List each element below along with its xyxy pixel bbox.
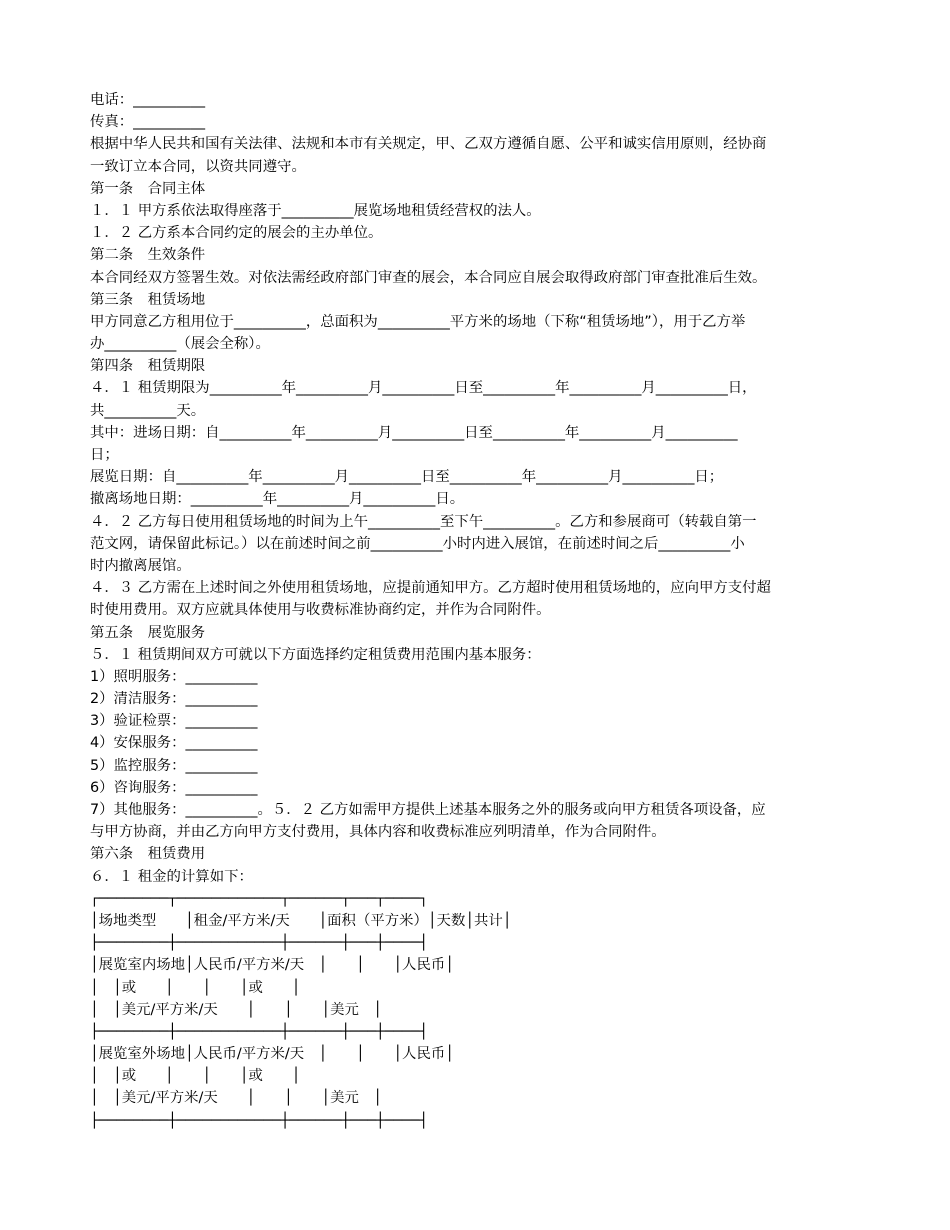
clause-4-3-line-2: 时使用费用。双方应就具体使用与收费标准协商约定，并作为合同附件。 [90, 602, 551, 619]
clause-1-2: １．２ 乙方系本合同约定的展会的主办单位。 [90, 225, 383, 242]
service-item: 3）验证检票：__________ [90, 713, 258, 730]
move-in-dates-line-2: 日； [90, 447, 119, 463]
phone-line: 电话：__________ [90, 92, 206, 108]
service-item: 6）咨询服务：__________ [90, 779, 258, 796]
service-item-other-line-1: 7）其他服务：__________。５．２ 乙方如需甲方提供上述基本服务之外的服务或向甲方租赁各项设备，应 [90, 802, 766, 818]
article-3-text-2: 办__________（展会全称）。 [90, 336, 270, 353]
article-2-text: 本合同经双方签署生效。对依法需经政府部门审查的展会，本合同应自展会取得政府部门审查批准后生效。 [90, 269, 767, 286]
article-6-heading: 第六条 租赁费用 [90, 846, 206, 863]
clause-4-2-line-2: 范文网，请保留此标记。）以在前述时间之前__________小时内进入展馆，在前述时间之后__________小 [90, 535, 745, 552]
rent-table-line: │展览室外场地│人民币/平方米/天 │ │ │人民币│ [90, 1046, 454, 1063]
exhibition-dates-line: 展览日期：自__________年__________月__________日至__________年__________月__________日； [90, 469, 724, 486]
rent-table-line: │ │或 │ │ │或 │ [90, 979, 301, 996]
fax-line: 传真：__________ [90, 114, 206, 131]
service-item: 5）监控服务：__________ [90, 757, 258, 774]
preamble-line-1: 根据中华人民共和国有关法律、法规和本市有关规定，甲、乙双方遵循自愿、公平和诚实信用原则，经协商 [90, 136, 767, 153]
clause-6-1: ６．１ 租金的计算如下： [90, 868, 253, 885]
contract-document [90, 89, 870, 1132]
clause-5-1: ５．１ 租赁期间双方可就以下方面选择约定租赁费用范围内基本服务： [90, 646, 541, 663]
rent-table-line: │ │美元/平方米/天 │ │ │美元 │ [90, 1001, 382, 1018]
preamble-line-2: 一致订立本合同，以资共同遵守。 [90, 158, 306, 175]
rent-table-line: ├────────┼────────────┼──────┼───┼────┤ [90, 1023, 428, 1040]
service-item: 4）安保服务：__________ [90, 735, 258, 752]
rent-table-line: ┌────────┬────────────┬──────┬───┬────┐ [90, 890, 428, 907]
rent-table-line: │ │美元/平方米/天 │ │ │美元 │ [90, 1090, 382, 1107]
clause-4-2-line-3: 时内撤离展馆。 [90, 557, 191, 574]
service-item: 2）清洁服务：__________ [90, 691, 258, 708]
move-out-date-line: 撤离场地日期：__________年__________月__________日。 [90, 491, 465, 508]
article-5-heading: 第五条 展览服务 [90, 624, 206, 641]
rent-table-line: │场地类型 │租金/平方米/天 │面积（平方米）│天数│共计│ [90, 912, 512, 929]
rent-table-line: ├────────┼────────────┼──────┼───┼────┤ [90, 1112, 428, 1129]
service-item: 1）照明服务：__________ [90, 668, 258, 685]
article-4-heading: 第四条 租赁期限 [90, 358, 206, 375]
rent-table-line: │ │或 │ │ │或 │ [90, 1068, 301, 1085]
clause-5-2-line-2: 与甲方协商，并由乙方向甲方支付费用，具体内容和收费标准应列明清单，作为合同附件。 [90, 824, 666, 841]
clause-1-1: １．１ 甲方系依法取得座落于__________展览场地租赁经营权的法人。 [90, 202, 541, 219]
article-3-heading: 第三条 租赁场地 [90, 291, 206, 308]
clause-4-1-line-2: 共__________天。 [90, 402, 206, 419]
clause-4-1-line-1: ４．１ 租赁期限为__________年__________月__________日至__________年__________月__________日， [90, 380, 757, 397]
article-3-text-1: 甲方同意乙方租用位于__________，总面积为__________平方米的场地（下称“租赁场地”），用于乙方举 [90, 313, 746, 330]
rent-table-line: ├────────┼────────────┼──────┼───┼────┤ [90, 935, 428, 952]
clause-4-3-line-1: ４．３ 乙方需在上述时间之外使用租赁场地，应提前通知甲方。乙方超时使用租赁场地的，应向甲方支付超 [90, 580, 771, 597]
clause-4-2-line-1: ４．２ 乙方每日使用租赁场地的时间为上午__________至下午__________。乙方和参展商可（转载自第一 [90, 513, 757, 530]
article-1-heading: 第一条 合同主体 [90, 180, 206, 197]
rent-table-line: │展览室内场地│人民币/平方米/天 │ │ │人民币│ [90, 957, 454, 974]
article-2-heading: 第二条 生效条件 [90, 247, 206, 264]
move-in-dates-line-1: 其中：进场日期：自__________年__________月__________日至__________年__________月__________ [90, 424, 738, 441]
